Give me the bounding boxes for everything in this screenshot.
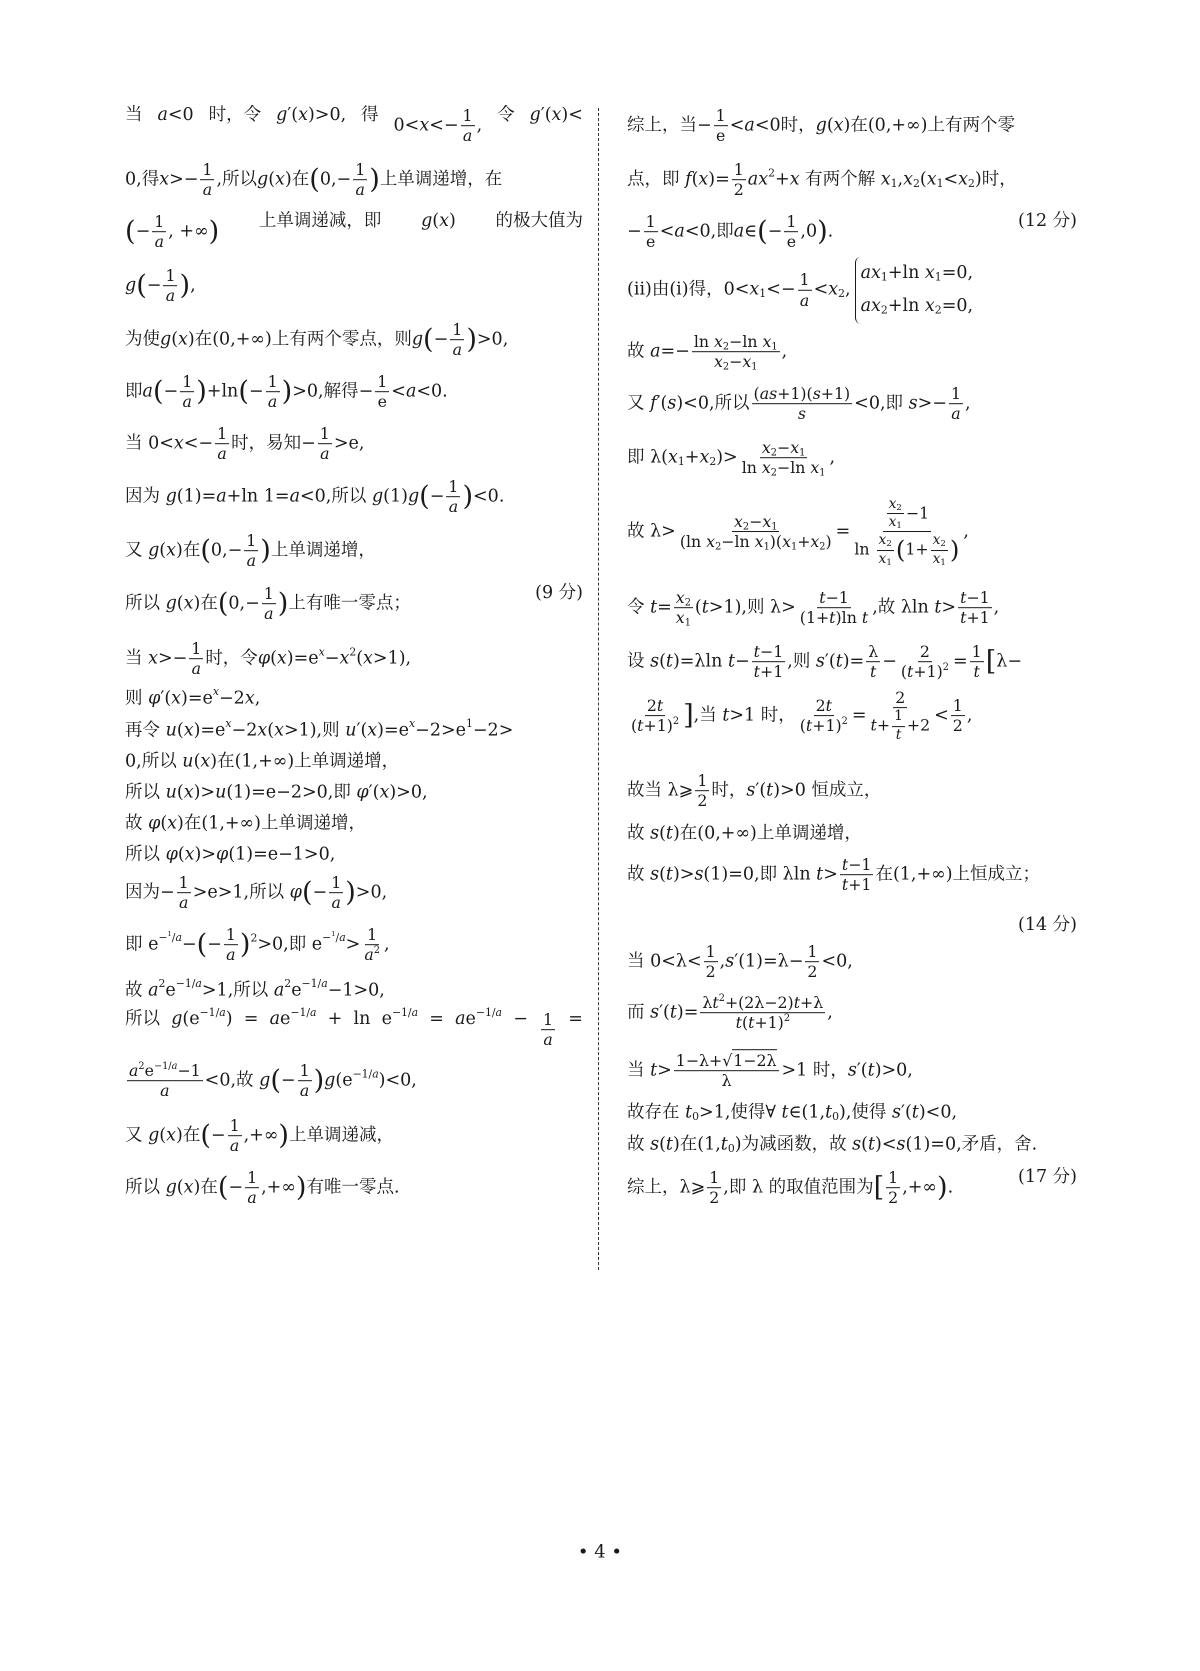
right-line-2: 点，即 f(x)= $\frac{1}{2}$ $ax^2+x$ 有两个解 $x_1,x_2(x_1<x_2)$时，: [627, 160, 1017, 200]
left-line-10: 所以 g(x)在(0,− $\frac{1}{a}$ )上有唯一零点； (9 分): [125, 583, 583, 624]
right-line-1: 综上，当− $\frac{1}{e}$ <a<0时，g(x)在(0,+∞)上有两个零: [627, 106, 1015, 146]
right-line-19: 故存在 $t_0>1$,使得∀ $t\in(1,t_0)$,使得 s′(t)<0,: [627, 1102, 958, 1123]
right-line-12: 故当 λ⩾ $\frac{1}{2}$ 时，s′(t)>0 恒成立，: [627, 771, 882, 811]
left-line-15: 所以 u(x)>u(1)=e−2>0,即 φ′(x)>0,: [125, 782, 428, 803]
left-line-17: 所以 φ(x)>φ(1)=e−1>0,: [125, 844, 336, 865]
right-line-17: 而 s′(t)= $\frac{\lambda t^2+(2\lambda-2)t+\lambda}{t(t+1)^2}$ ,: [627, 992, 833, 1033]
right-line-6: 又 f′(s)<0,所以 $\frac{(as+1)(s+1)}{s}$ <0,即 s>− $\frac{1}{a}$ ,: [627, 384, 971, 424]
score-12: (12 分): [1018, 211, 1077, 232]
left-line-7: 当 0<x<− $\frac{1}{a}$ 时，易知− $\frac{1}{a}$ >e,: [125, 424, 365, 464]
right-line-20: 故 s(t)在$(1,t_0)$为减函数，故 s(t)<s(1)=0,矛盾，舍.: [627, 1134, 1038, 1155]
column-divider: [598, 108, 599, 1270]
score-17: (17 分): [1018, 1167, 1077, 1188]
page-number: • 4 •: [577, 1541, 623, 1563]
left-line-8: 因为 g(1)=a+ln 1=a<0,所以 g(1)g(− $\frac{1}{a}$ )<0.: [125, 477, 505, 517]
left-line-5: 为使g(x)在(0,+∞)上有两个零点，则g(− $\frac{1}{a}$ )>0,: [125, 320, 509, 360]
right-line-21: 综上，λ⩾ $\frac{1}{2}$ ,即 λ 的取值范围为[ $\frac{1}{2}$ ,+∞). (17 分): [627, 1167, 1077, 1208]
left-line-14: 0,所以 u(x)在(1,+∞)上单调递增，: [125, 751, 400, 772]
right-line-16: 当 0<λ< $\frac{1}{2}$ ,s′(1)=λ− $\frac{1}{2}$ <0,: [627, 942, 853, 982]
left-line-11: 当 x>− $\frac{1}{a}$ 时，令$\varphi(x)=e^x-x^2(x>1)$,: [125, 639, 412, 679]
right-line-7: 即 $\lambda(x_1+x_2)>$ $\frac{x_2-x_1}{\ln x_2-\ln x_1}$ ,: [627, 438, 836, 479]
right-line-13: 故 s(t)在(0,+∞)上单调递增，: [627, 823, 862, 844]
left-line-2: 0,得x>− $\frac{1}{a}$ ,所以g(x)在(0,− $\frac{1}{a}$ )上单调递增，在: [125, 160, 503, 200]
left-line-1: 当 a<0 时，令 g′(x)>0, 得 0<x<− $\frac{1}{a}$ , 令 g′(x)<: [125, 105, 583, 146]
left-line-21: 所以 $g(e^{-1/a})$ = $ae^{-1/a}$ + ln $e^{-1/a}$ = $ae^{-1/a}$ − $\frac{1}{a}$ =: [125, 1006, 583, 1050]
right-line-14: 故 s(t)>s(1)=0,即 λln t> $\frac{t-1}{t+1}$ 在(1,+∞)上恒成立；: [627, 855, 1041, 895]
left-line-3: (− $\frac{1}{a}$ , +∞) 上单调递减，即 g(x) 的极大值为: [125, 211, 583, 252]
score-9: (9 分): [535, 583, 583, 604]
left-line-13: 再令 $u(x)=e^x-2x(x>1)$,则 $u'(x)=e^x-2>e^1-2>$: [125, 717, 514, 741]
left-line-12: 则 $\varphi'(x)=e^x-2x$,: [125, 685, 261, 709]
left-line-20: 故 $a^2e^{-1/a}>1$,所以 $a^2e^{-1/a}-1>0$,: [125, 977, 385, 1001]
left-line-6: 即a(− $\frac{1}{a}$ )+ln(− $\frac{1}{a}$ )>0,解得− $\frac{1}{e}$ <a<0.: [125, 372, 448, 412]
right-line-9: 令 t= $\frac{x_2}{x_1}$ (t>1),则 λ> $\frac{t-1}{\text{(1+t)ln t}}$ ,故 λln t> $\frac{t-1}{t+1}$ ,: [627, 588, 1000, 629]
right-line-5: 故 a=− $\frac{\ln x_2-\ln x_1}{x_2-x_1}$ ,: [627, 332, 788, 373]
right-line-8: 故 λ> $\frac{x_2-x_1}{(\ln x_2-\ln x_1)(x_1+x_2)}$ = $\frac{x_2}{x_1}$ −1 ln $\frac{x_2}{x_1}$ (1+ $\frac{x_2}{x_1}$ ) ,: [627, 496, 969, 568]
left-line-18: 因为− $\frac{1}{a}$ >e>1,所以 φ(− $\frac{1}{a}$ )>0,: [125, 873, 388, 913]
left-line-23: 又 g(x)在(− $\frac{1}{a}$ ,+∞)上单调递减，: [125, 1116, 394, 1156]
score-14: (14 分): [1018, 915, 1077, 935]
right-line-3: − $\frac{1}{e}$ <a<0,即a∈(− $\frac{1}{e}$ ,0). (12 分): [627, 211, 1077, 252]
left-line-9: 又 g(x)在(0,− $\frac{1}{a}$ )上单调递增，: [125, 531, 376, 571]
left-line-16: 故 φ(x)在(1,+∞)上单调递增，: [125, 813, 366, 834]
right-line-11: $\frac{2t}{(t+1)^2}$ ],当 t>1 时， $\frac{2t}{(t+1)^2}$ = 2 t+ $\frac{1}{t}$ +2 < $\frac{1}{2}$ ,: [631, 688, 973, 743]
left-line-4: g(− $\frac{1}{a}$ ),: [125, 266, 196, 306]
right-line-10: 设 s(t)=λln t− $\frac{t-1}{t+1}$ ,则 s′(t)= $\frac{\lambda}{t}$ − $\frac{2}{(t+1)^2}$ = $\frac{1}{t}$ [λ−: [627, 642, 1023, 682]
right-line-18: 当 t> $\frac{1-\lambda+√1-2\lambda}{\lambda}$ >1 时，s′(t)>0,: [627, 1051, 913, 1091]
left-line-22: $\frac{a^2e^{-1/a}-1}{a}$ <0,故 g(− $\frac{1}{a}$ )$g(e^{-1/a})<0$,: [129, 1060, 417, 1101]
right-line-4: (ⅱ)由(ⅰ)得，$0<x_1<-$ $\frac{1}{a}$ $<x_2$, $ax_1+\ln$ $x_1=0$, $ax_2+\ln$ $x_2=0$,: [627, 257, 1077, 324]
left-line-24: 所以 g(x)在(− $\frac{1}{a}$ ,+∞)有唯一零点.: [125, 1168, 400, 1208]
left-line-19: 即 $e^{-^1/a}-(-$ $\frac{1}{a}$ )$^2$>0,即 $e^{-^1/a}>$ $\frac{1}{a^2}$ ,: [125, 925, 390, 965]
